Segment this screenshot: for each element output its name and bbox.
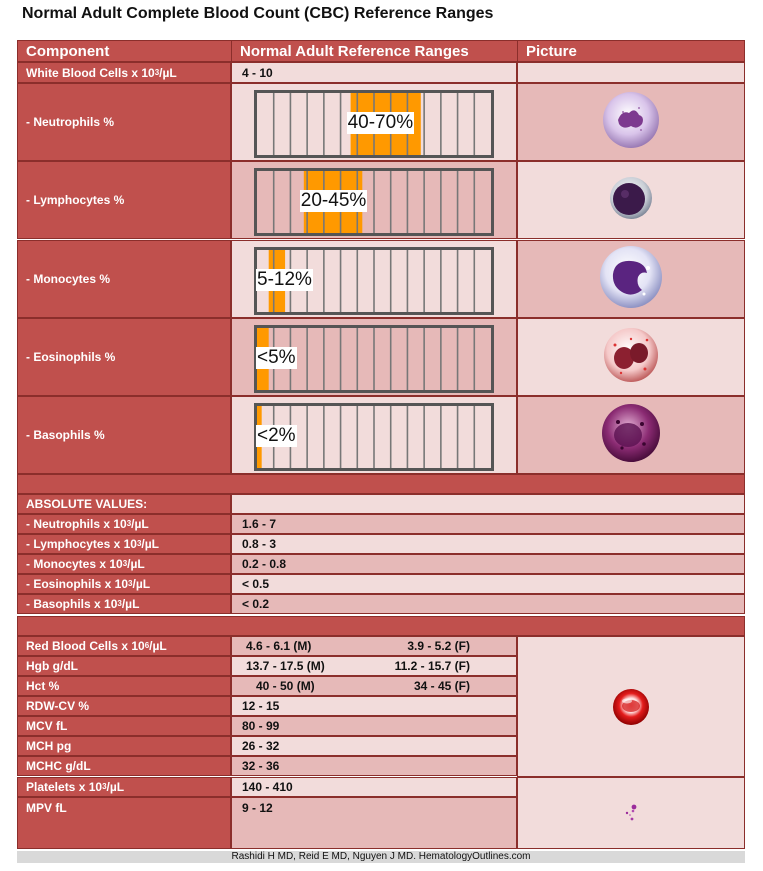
index-row — [17, 736, 745, 756]
differential-gauge-cell — [231, 240, 517, 318]
index-row-label: MCHC g/dL — [17, 756, 231, 776]
range-text: <2% — [257, 425, 296, 446]
platelets-value: 140 - 410 — [231, 777, 517, 797]
differential-picture-cell — [517, 240, 745, 318]
male-range: 4.6 - 6.1 (M) — [246, 639, 312, 653]
lymphocyte-cell-icon — [608, 175, 654, 226]
wbc-value: 4 - 10 — [231, 62, 517, 83]
index-row — [17, 716, 745, 736]
absolute-row — [17, 514, 745, 534]
wbc-row — [17, 62, 745, 83]
mpv-row — [17, 797, 745, 849]
range-text: 20-45% — [300, 190, 367, 211]
neutrophil-cell-icon — [601, 90, 661, 155]
male-range: 13.7 - 17.5 (M) — [246, 659, 325, 673]
page-title: Normal Adult Complete Blood Count (CBC) Reference Ranges — [22, 5, 494, 22]
differential-label: - Lymphocytes % — [17, 161, 231, 239]
differential-picture-cell — [517, 318, 745, 396]
header-ranges: Normal Adult Reference Ranges — [232, 41, 518, 61]
rbc-row — [17, 636, 745, 656]
index-row-value: 26 - 32 — [231, 736, 517, 756]
index-row-label: MCH pg — [17, 736, 231, 756]
mpv-value: 9 - 12 — [231, 797, 517, 849]
basophil-cell-icon — [600, 402, 662, 469]
index-row — [17, 756, 745, 776]
absolute-row — [17, 574, 745, 594]
spacer-row-1 — [17, 474, 745, 494]
differential-row — [17, 161, 745, 239]
differential-row — [17, 396, 745, 474]
differential-label: - Monocytes % — [17, 240, 231, 318]
differential-gauge-cell — [231, 161, 517, 239]
male-range: 40 - 50 (M) — [256, 679, 315, 693]
index-row-label: MCV fL — [17, 716, 231, 736]
index-row-label: RDW-CV % — [17, 696, 231, 716]
absolute-label: - Monocytes x 10 3 /µL — [17, 554, 231, 574]
differential-gauge-cell — [231, 318, 517, 396]
rbc-row-label: Red Blood Cells x 10 6 /µL — [17, 636, 231, 656]
differential-label: - Neutrophils % — [17, 83, 231, 161]
hgb-row-label: Hgb g/dL — [17, 656, 231, 676]
absolute-row — [17, 534, 745, 554]
index-row-value: 12 - 15 — [231, 696, 517, 716]
header-picture: Picture — [526, 42, 577, 60]
absolute-value: 0.8 - 3 — [231, 534, 745, 554]
female-range: 3.9 - 5.2 (F) — [407, 639, 470, 653]
differential-row — [17, 240, 745, 318]
female-range: 34 - 45 (F) — [413, 679, 470, 693]
eosinophil-cell-icon — [601, 325, 661, 390]
absolute-row — [17, 554, 745, 574]
differential-row — [17, 318, 745, 396]
differential-picture-cell — [517, 161, 745, 239]
footer-credit: Rashidi H MD, Reid E MD, Nguyen J MD. HematologyOutlines.com — [17, 851, 745, 863]
range-gauge — [254, 168, 494, 236]
mpv-label: MPV fL — [17, 797, 231, 849]
hgb-row — [17, 656, 745, 676]
platelets-label: Platelets x 10 3 /µL — [17, 777, 231, 797]
index-row-value: 80 - 99 — [231, 716, 517, 736]
hct-row-value — [231, 676, 517, 696]
range-text: 5-12% — [257, 269, 312, 290]
range-gauge — [254, 247, 494, 315]
differential-gauge-cell — [231, 83, 517, 161]
absolute-value: < 0.5 — [231, 574, 745, 594]
absolute-heading-blank — [231, 494, 745, 514]
hgb-row-value — [231, 656, 517, 676]
absolute-row — [17, 594, 745, 614]
spacer-row-2 — [17, 616, 745, 636]
absolute-value: 1.6 - 7 — [231, 514, 745, 534]
monocyte-cell-icon — [598, 244, 664, 315]
platelets-row — [17, 777, 745, 797]
absolute-label: - Neutrophils x 10 3 /µL — [17, 514, 231, 534]
range-text: <5% — [257, 347, 296, 368]
differential-picture-cell — [517, 396, 745, 474]
female-range: 11.2 - 15.7 (F) — [394, 659, 470, 673]
absolute-label: - Lymphocytes x 10 3 /µL — [17, 534, 231, 554]
header-component: Component — [18, 41, 232, 61]
absolute-label: - Eosinophils x 10 3 /µL — [17, 574, 231, 594]
differential-row — [17, 83, 745, 161]
hct-row-label: Hct % — [17, 676, 231, 696]
range-gauge — [254, 90, 494, 158]
differential-gauge-cell — [231, 396, 517, 474]
differential-label: - Eosinophils % — [17, 318, 231, 396]
absolute-label: - Basophils x 10 3 /µL — [17, 594, 231, 614]
hct-row — [17, 676, 745, 696]
range-gauge — [254, 403, 494, 471]
index-row-value: 32 - 36 — [231, 756, 517, 776]
range-text: 40-70% — [347, 112, 414, 133]
absolute-heading-row — [17, 494, 745, 514]
rbc-row-value — [231, 636, 517, 656]
wbc-label: White Blood Cells x 10 3 /µL — [17, 62, 231, 83]
absolute-value: 0.2 - 0.8 — [231, 554, 745, 574]
absolute-value: < 0.2 — [231, 594, 745, 614]
wbc-picture-cell — [517, 62, 745, 83]
range-gauge — [254, 325, 494, 393]
table-header — [17, 40, 745, 62]
absolute-heading: ABSOLUTE VALUES: — [17, 494, 231, 514]
differential-picture-cell — [517, 83, 745, 161]
index-row — [17, 696, 745, 716]
differential-label: - Basophils % — [17, 396, 231, 474]
